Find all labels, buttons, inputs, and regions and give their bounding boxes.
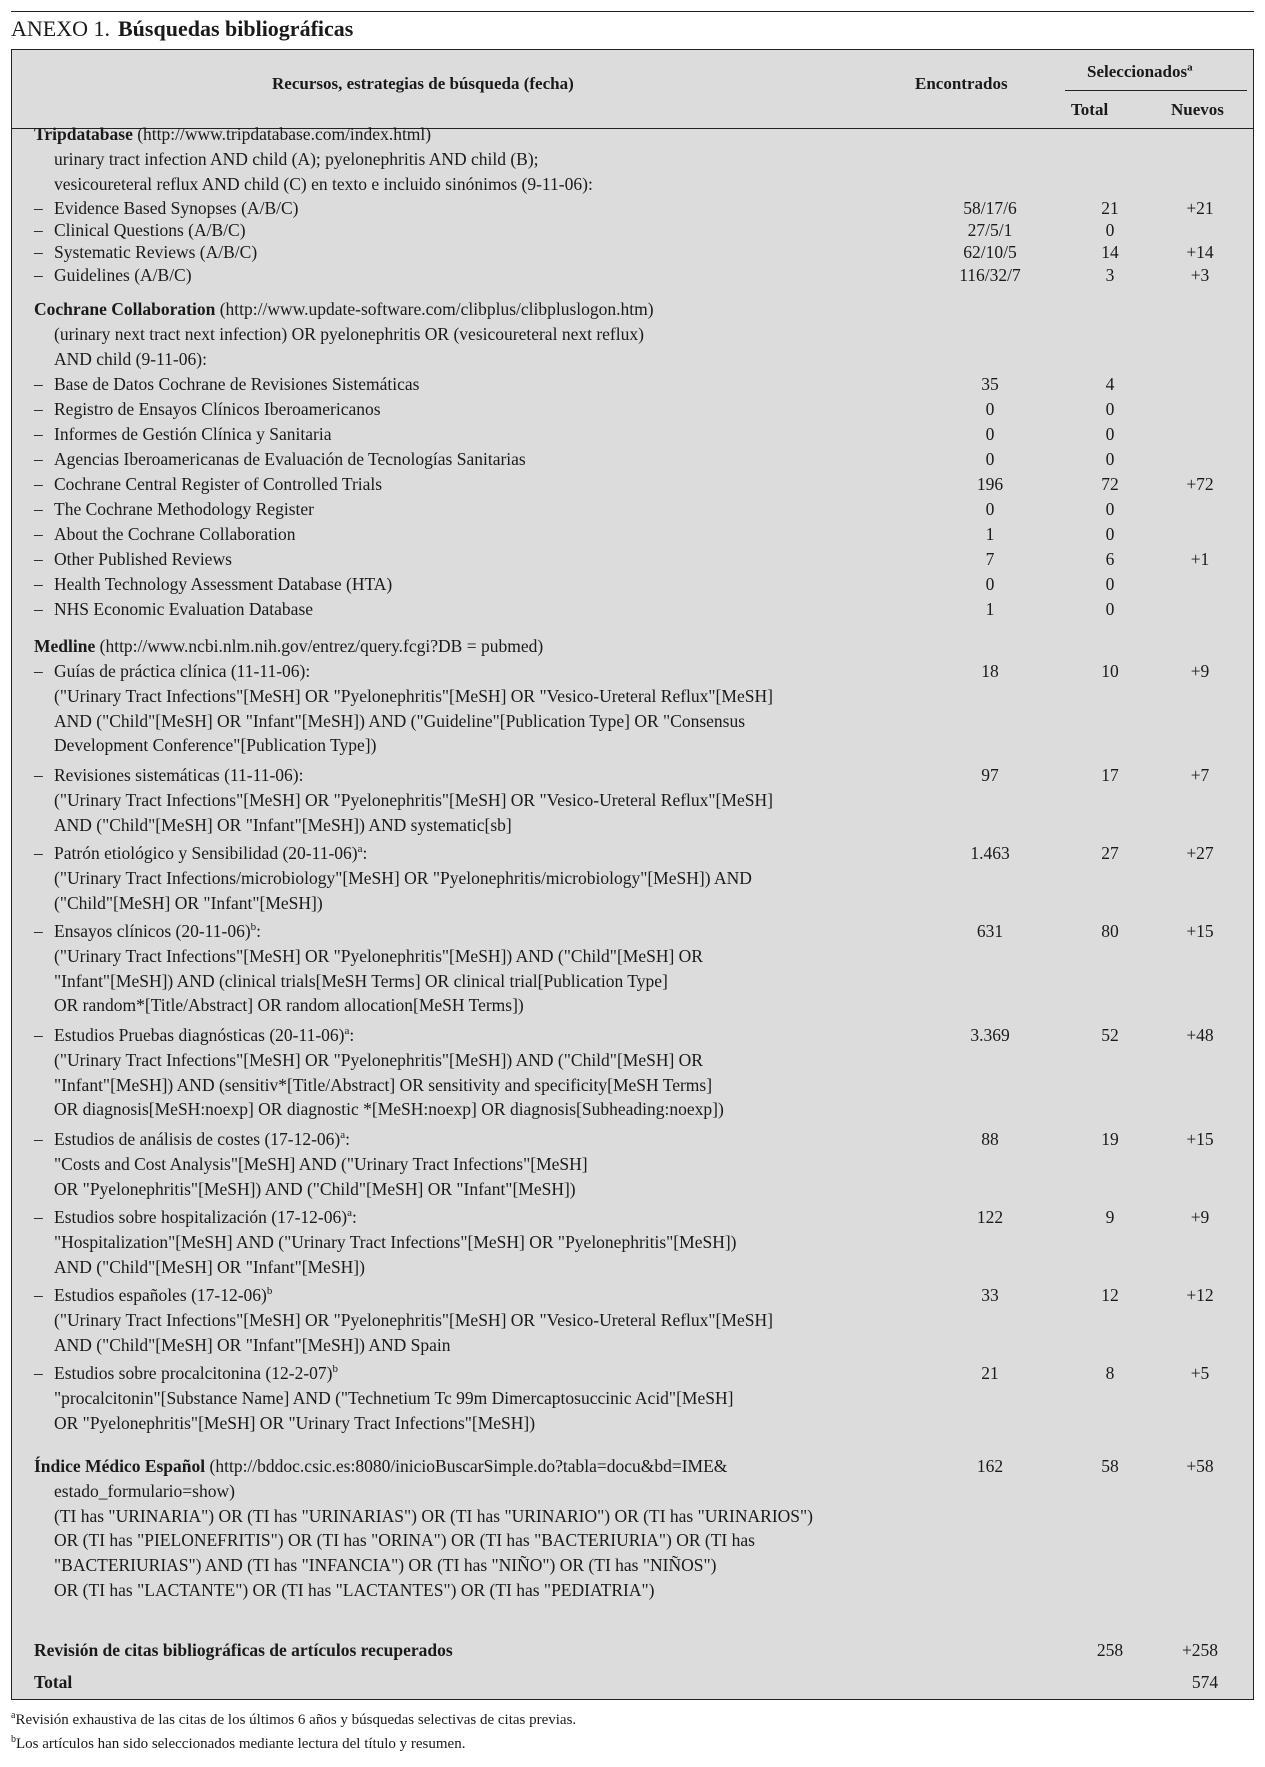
total-cell: 17 (1101, 765, 1119, 785)
strategy-line: AND child (9-11-06): (54, 348, 207, 369)
encontrados-cell: 21 (981, 1363, 999, 1383)
total-cell: 0 (1105, 574, 1115, 594)
total-cell: 58 (1101, 1456, 1119, 1476)
total-cell: 0 (1105, 599, 1115, 619)
total-cell: 72 (1101, 474, 1119, 494)
total-cell: 0 (1105, 499, 1115, 519)
total-cell: 52 (1101, 1025, 1119, 1045)
grand-total-value: 574 (1191, 1672, 1219, 1692)
item-label: – Estudios sobre procalcitonina $(12-2-07)^b$ (12, 1361, 902, 1386)
encontrados-cell: 35 (981, 374, 999, 394)
query-line: ("Urinary Tract Infections"[MeSH] OR "Pyelonephritis"[MeSH]) AND ("Child"[MeSH] OR (54, 1049, 703, 1070)
search-table (11, 49, 1254, 1700)
item-label: – The Cochrane Methodology Register (12, 497, 902, 522)
query-line: ("Urinary Tract Infections"[MeSH] OR "Pyelonephritis"[MeSH] OR "Vesico-Ureteral Reflux"[MeSH] (54, 685, 773, 706)
nuevos-cell: +72 (1186, 474, 1214, 494)
section-url: (http://www.update-software.com/clibplus/clibpluslogon.htm) (215, 299, 654, 319)
header-divider (1065, 90, 1247, 91)
item-label: – Estudios Pruebas diagnósticas $(20-11-06)^a$: (12, 1023, 902, 1048)
nuevos-cell: +9 (1190, 1207, 1210, 1227)
nuevos-cell: +1 (1190, 549, 1210, 569)
total-cell: 0 (1105, 220, 1115, 240)
encontrados-cell: 62/10/5 (963, 242, 1017, 262)
encontrados-cell: 162 (976, 1456, 1004, 1476)
query-line: ("Urinary Tract Infections"[MeSH] OR "Pyelonephritis"[MeSH]) AND ("Child"[MeSH] OR (54, 945, 703, 966)
query-line: "procalcitonin"[Substance Name] AND ("Technetium Tc 99m Dimercaptosuccinic Acid"[MeSH] (54, 1387, 734, 1408)
total-cell: 4 (1105, 374, 1115, 394)
item-label: – Evidence Based Synopses (A/B/C) (12, 196, 902, 221)
section-url: (http://www.ncbi.nlm.nih.gov/entrez/query.fcgi?DB = pubmed) (95, 636, 544, 656)
item-label: – NHS Economic Evaluation Database (12, 597, 902, 622)
header-total: Total (1071, 100, 1109, 119)
query-line: OR (TI has "LACTANTE") OR (TI has "LACTANTES") OR (TI has "PEDIATRIA") (54, 1579, 655, 1600)
encontrados-cell: 1.463 (970, 843, 1010, 863)
query-line: ("Urinary Tract Infections"[MeSH] OR "Pyelonephritis"[MeSH] OR "Vesico-Ureteral Reflux"[MeSH] (54, 789, 773, 810)
total-cell: 0 (1105, 424, 1115, 444)
section-url: (http://bddoc.csic.es:8080/inicioBuscarSimple.do?tabla=docu&bd=IME& (205, 1456, 728, 1476)
nuevos-cell: +12 (1186, 1285, 1214, 1305)
footnote-b: $^b$Los artículos han sido seleccionados mediante lectura del título y resumen. (11, 1734, 466, 1752)
item-label: – Ensayos clínicos $(20-11-06)^b$: (12, 919, 902, 944)
encontrados-cell: 27/5/1 (967, 220, 1013, 240)
header-recursos: Recursos, estrategias de búsqueda (fecha) (272, 74, 574, 93)
item-label: – Patrón etiológico y Sensibilidad $(20-11-06)^a$: (12, 841, 902, 866)
header-nuevos: Nuevos (1171, 100, 1224, 119)
item-label: – Registro de Ensayos Clínicos Iberoamericanos (12, 397, 902, 422)
item-label: – Clinical Questions (A/B/C) (12, 218, 902, 243)
query-line: AND ("Child"[MeSH] OR "Infant"[MeSH]) AND Spain (54, 1334, 451, 1355)
strategy-line: urinary tract infection AND child (A); pyelonephritis AND child (B); (54, 148, 539, 169)
item-label: – Systematic Reviews (A/B/C) (12, 240, 902, 265)
encontrados-cell: 631 (976, 921, 1004, 941)
encontrados-cell: 0 (985, 424, 995, 444)
item-label: – Guidelines (A/B/C) (12, 263, 902, 288)
encontrados-cell: 3.369 (970, 1025, 1010, 1045)
total-cell: 0 (1105, 524, 1115, 544)
total-cell: 3 (1105, 265, 1115, 285)
encontrados-cell: 58/17/6 (963, 198, 1017, 218)
total-cell: 21 (1101, 198, 1119, 218)
total-cell: 19 (1101, 1129, 1119, 1149)
nuevos-cell: +258 (1181, 1640, 1219, 1660)
encontrados-cell: 116/32/7 (959, 265, 1021, 285)
table-header (12, 50, 1253, 129)
query-line: OR random*[Title/Abstract] OR random allocation[MeSH Terms]) (54, 995, 524, 1016)
nuevos-cell: +58 (1186, 1456, 1214, 1476)
query-line: "Infant"[MeSH]) AND (clinical trials[MeSH Terms] OR clinical trial[Publication Type] (54, 970, 668, 991)
encontrados-cell: 97 (981, 765, 999, 785)
item-label: – Guías de práctica clínica (11-11-06): (12, 659, 902, 684)
query-line: AND ("Child"[MeSH] OR "Infant"[MeSH]) AND systematic[sb] (54, 814, 512, 835)
item-label: – Base de Datos Cochrane de Revisiones Sistemáticas (12, 372, 902, 397)
total-cell: 12 (1101, 1285, 1119, 1305)
item-label: – Estudios de análisis de costes $(17-12-06)^a$: (12, 1127, 902, 1152)
nuevos-cell: +5 (1190, 1363, 1210, 1383)
encontrados-cell: 18 (981, 661, 999, 681)
annex-heading: Búsquedas bibliográficas (118, 16, 354, 41)
query-line: AND ("Child"[MeSH] OR "Infant"[MeSH]) AND ("Guideline"[Publication Type] OR "Consensus (54, 710, 746, 731)
item-label: – Health Technology Assessment Database (HTA) (12, 572, 902, 597)
query-line: "Costs and Cost Analysis"[MeSH] AND ("Urinary Tract Infections"[MeSH] (54, 1153, 588, 1174)
query-line: (TI has "URINARIA") OR (TI has "URINARIAS") OR (TI has "URINARIO") OR (TI has "URINARIOS") (54, 1505, 814, 1526)
query-line: OR (TI has "PIELONEFRITIS") OR (TI has "ORINA") OR (TI has "BACTERIURIA") OR (TI has (54, 1530, 755, 1551)
total-cell: 0 (1105, 449, 1115, 469)
item-label: – Estudios españoles $(17-12-06)^b$ (12, 1283, 902, 1308)
item-label: – About the Cochrane Collaboration (12, 522, 902, 547)
nuevos-cell: +15 (1186, 921, 1214, 941)
grand-total-label: Total (34, 1672, 73, 1692)
item-label: – Informes de Gestión Clínica y Sanitaria (12, 422, 902, 447)
strategy-line: (urinary next tract next infection) OR pyelonephritis OR (vesicoureteral next reflux) (54, 323, 644, 344)
query-line: "Infant"[MeSH]) AND (sensitiv*[Title/Abstract] OR sensitivity and specificity[MeSH Terms] (54, 1074, 713, 1095)
total-cell: 6 (1105, 549, 1115, 569)
encontrados-cell: 0 (985, 499, 995, 519)
query-line: ("Urinary Tract Infections"[MeSH] OR "Pyelonephritis"[MeSH] OR "Vesico-Ureteral Reflux"[MeSH] (54, 1309, 773, 1330)
query-line: OR diagnosis[MeSH:noexp] OR diagnostic *[MeSH:noexp] OR diagnosis[Subheading:noexp]) (54, 1099, 724, 1120)
query-line: OR "Pyelonephritis"[MeSH]) AND ("Child"[MeSH] OR "Infant"[MeSH]) (54, 1178, 576, 1199)
total-cell: 9 (1105, 1207, 1115, 1227)
item-label: – Cochrane Central Register of Controlled Trials (12, 472, 902, 497)
section-url: (http://www.tripdatabase.com/index.html) (132, 124, 432, 144)
query-line: Development Conference"[Publication Type]) (54, 735, 377, 756)
encontrados-cell: 0 (985, 449, 995, 469)
section-name: Índice Médico Español (34, 1456, 206, 1476)
encontrados-cell: 196 (976, 474, 1004, 494)
item-label: – Revisiones sistemáticas (11-11-06): (12, 763, 902, 788)
query-line: AND ("Child"[MeSH] OR "Infant"[MeSH]) (54, 1256, 365, 1277)
strategy-line: vesicoureteral reflux AND child (C) en texto e incluido sinónimos (9-11-06): (54, 173, 593, 194)
footnote-a: $^a$Revisión exhaustiva de las citas de los últimos 6 años y búsquedas selectivas de citas previas. (11, 1710, 577, 1728)
total-cell: 80 (1101, 921, 1119, 941)
query-line: OR "Pyelonephritis"[MeSH] OR "Urinary Tract Infections"[MeSH]) (54, 1412, 536, 1433)
encontrados-cell: 122 (976, 1207, 1004, 1227)
section-name: Medline (34, 636, 96, 656)
nuevos-cell: +21 (1186, 198, 1214, 218)
encontrados-cell: 0 (985, 574, 995, 594)
nuevos-cell: +7 (1190, 765, 1210, 785)
total-cell: 8 (1105, 1363, 1115, 1383)
total-cell: 0 (1105, 399, 1115, 419)
section-url-cont: estado_formulario=show) (54, 1480, 235, 1501)
encontrados-cell: 1 (985, 524, 995, 544)
total-cell: 14 (1101, 242, 1119, 262)
total-cell: 10 (1101, 661, 1119, 681)
section-name: Tripdatabase (34, 124, 133, 144)
query-line: "Hospitalization"[MeSH] AND ("Urinary Tract Infections"[MeSH] OR "Pyelonephritis"[MeSH]) (54, 1231, 737, 1252)
query-line: "BACTERIURIAS") AND (TI has "INFANCIA") OR (TI has "NIÑO") OR (TI has "NIÑOS") (54, 1555, 717, 1576)
nuevos-cell: +27 (1186, 843, 1214, 863)
item-label: – Agencias Iberoamericanas de Evaluación de Tecnologías Sanitarias (12, 447, 902, 472)
total-cell: 258 (1096, 1640, 1124, 1660)
encontrados-cell: 1 (985, 599, 995, 619)
encontrados-cell: 33 (981, 1285, 999, 1305)
nuevos-cell: +3 (1190, 265, 1210, 285)
revision-label: Revisión de citas bibliográficas de artículos recuperados (34, 1640, 453, 1660)
nuevos-cell: +48 (1186, 1025, 1214, 1045)
encontrados-cell: 88 (981, 1129, 999, 1149)
total-cell: 27 (1101, 843, 1119, 863)
encontrados-cell: 7 (985, 549, 995, 569)
header-seleccionados: Seleccionados$^a$ (1087, 61, 1193, 81)
query-line: ("Urinary Tract Infections/microbiology"[MeSH] OR "Pyelonephritis/microbiology"[MeSH]) AND (54, 867, 752, 888)
item-label: – Estudios sobre hospitalización $(17-12-06)^a$: (12, 1205, 902, 1230)
encontrados-cell: 0 (985, 399, 995, 419)
header-encontrados: Encontrados (915, 74, 1008, 93)
annex-title (11, 16, 353, 42)
section-name: Cochrane Collaboration (34, 299, 216, 319)
nuevos-cell: +9 (1190, 661, 1210, 681)
nuevos-cell: +14 (1186, 242, 1214, 262)
top-rule (11, 11, 1254, 12)
query-line: ("Child"[MeSH] OR "Infant"[MeSH]) (54, 892, 323, 913)
item-label: – Other Published Reviews (12, 547, 902, 572)
nuevos-cell: +15 (1186, 1129, 1214, 1149)
annex-label: ANEXO 1. (11, 16, 110, 41)
